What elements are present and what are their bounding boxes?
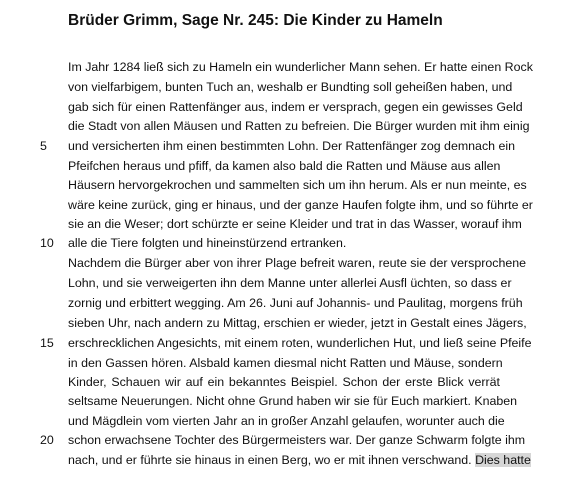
document-title: Brüder Grimm, Sage Nr. 245: Die Kinder zu Hameln	[68, 12, 443, 29]
text-line-14: sieben Uhr, nach andern zu Mittag, erschien er wieder, jetzt in Gestalt eines Jägers,	[68, 316, 527, 330]
text-line-21	[68, 449, 531, 471]
text-line-3: gab sich für einen Rattenfänger aus, indem er versprach, gegen ein gewisses Geld	[68, 100, 523, 114]
text-line-6: Pfeifchen heraus und pfiff, da kamen also bald die Ratten und Mäuse aus allen	[68, 159, 501, 173]
text-line-19: und Mägdlein vom vierten Jahr an in großer Anzahl gelaufen, worunter auch die	[68, 414, 505, 428]
text-line-1: Im Jahr 1284 ließ sich zu Hameln ein wunderlicher Mann sehen. Er hatte einen Rock	[68, 60, 533, 74]
line-number-5: 5	[40, 139, 47, 153]
line-number-20: 20	[40, 433, 54, 447]
text-line-15: erschrecklichen Angesichts, mit einem roten, wunderlichen Hut, und ließ seine Pfeife	[68, 336, 532, 350]
text-line-21-body: nach, und er führte sie hinaus in einen Berg, wo er mit ihnen verschwand.	[68, 453, 472, 467]
text-line-13: zornig und erbittert wegging. Am 26. Juni auf Johannis- und Paulitag, morgens früh	[68, 296, 523, 310]
line-number-10: 10	[40, 236, 54, 250]
text-line-12: Lohn, und sie verweigerten ihn dem Manne unter allerlei Ausfl üchten, so dass er	[68, 276, 512, 290]
text-line-17: Kinder, Schauen wir auf ein bekanntes Beispiel. Schon der erste Blick verrät	[68, 375, 500, 389]
highlighted-text: Dies hatte	[475, 453, 531, 467]
text-line-9: sie an die Weser; dort schürzte er seine Kleider und trat in das Wasser, worauf ihm	[68, 217, 522, 231]
text-line-8: wäre keine zurück, ging er hinaus, und der ganze Haufen folgte ihm, und so führte er	[68, 198, 533, 212]
text-line-11: Nachdem die Bürger aber von ihrer Plage befreit waren, reute sie der versprochene	[68, 256, 527, 270]
text-line-18: seltsame Neuerungen. Nicht ohne Grund haben wir sie für Euch markiert. Knaben	[68, 394, 518, 408]
text-line-16: in den Gassen hören. Alsbald kamen diesmal nicht Ratten und Mäuse, sondern	[68, 356, 503, 370]
text-line-5: und versicherten ihm einen bestimmten Lohn. Der Rattenfänger zog demnach ein	[68, 139, 516, 153]
line-number-15: 15	[40, 336, 54, 350]
text-line-4: die Stadt von allen Mäusen und Ratten zu befreien. Die Bürger wurden mit ihm einig	[68, 119, 530, 133]
text-line-7: Häusern hervorgekrochen und sammelten sich um ihn herum. Als er nun meinte, es	[68, 178, 527, 192]
text-line-10: alle die Tiere folgten und hineinstürzend ertranken.	[68, 236, 347, 250]
text-line-20: schon erwachsene Tochter des Bürgermeisters war. Der ganze Schwarm folgte ihm	[68, 433, 526, 447]
text-line-2: von vielfarbigem, bunten Tuch an, weshalb er Bundting soll geheißen haben, und	[68, 80, 513, 94]
